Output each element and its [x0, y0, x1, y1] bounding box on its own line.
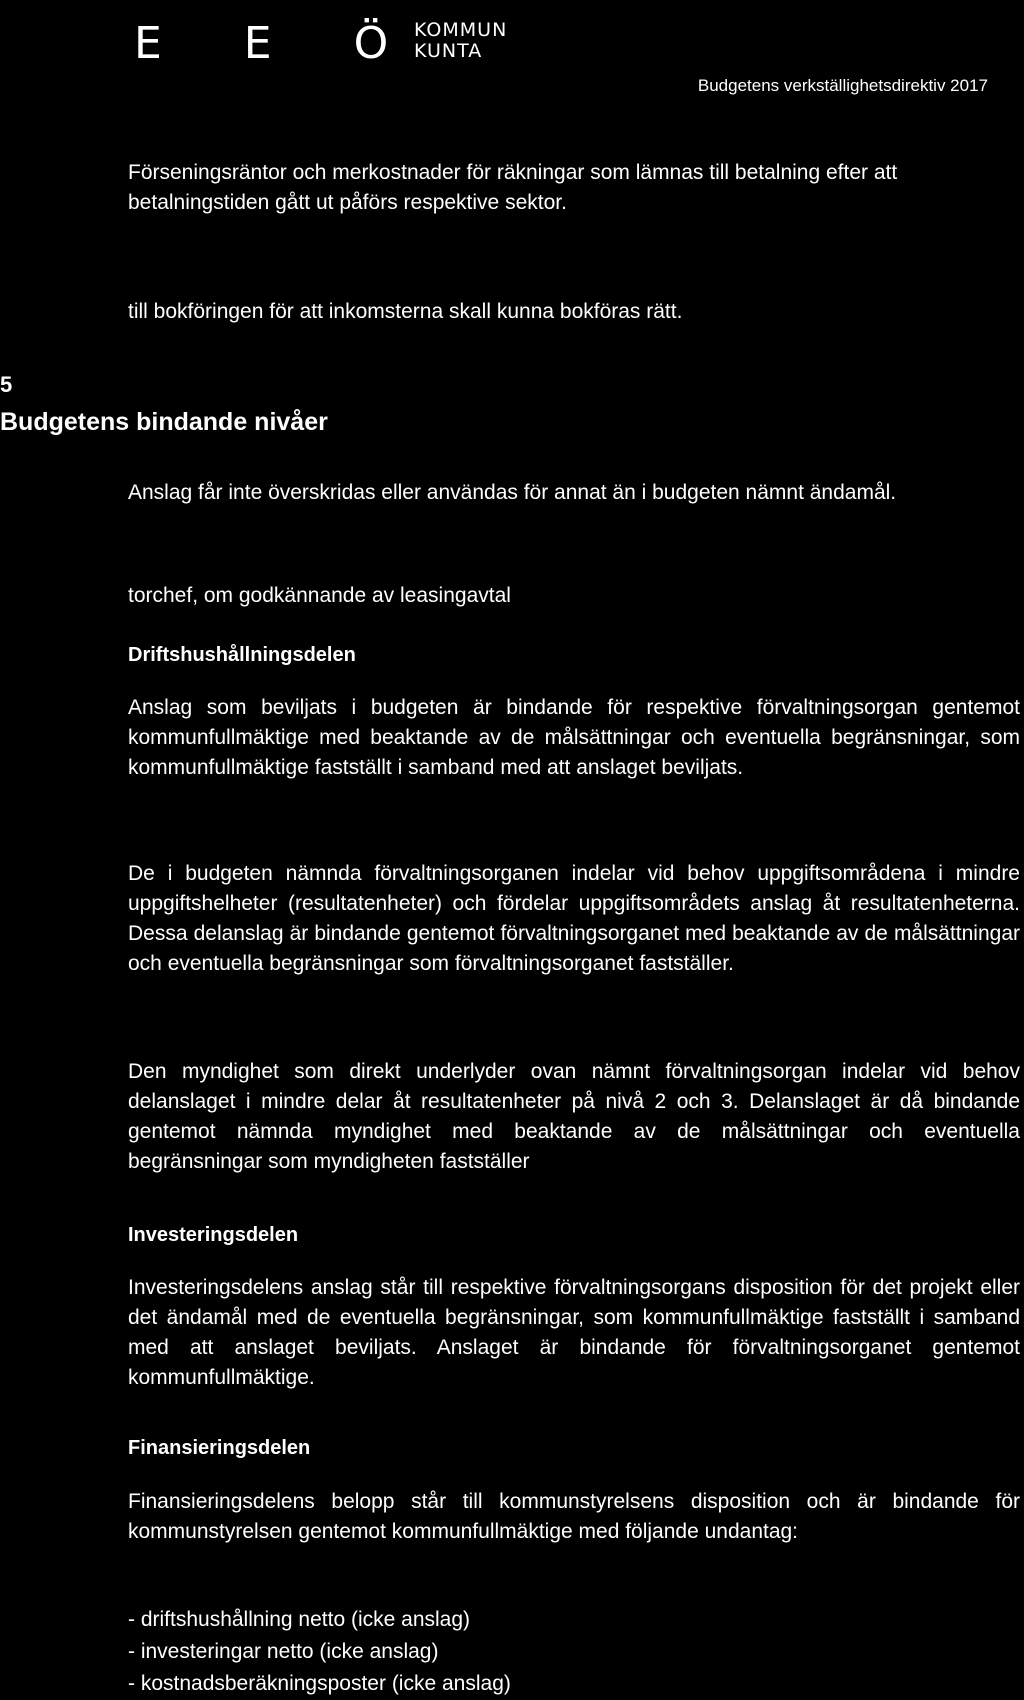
list-item: - kostnadsberäkningsposter (icke anslag): [128, 1672, 511, 1695]
section-number: 5: [0, 372, 13, 397]
paragraph-appropriation-rule: Anslag får inte överskridas eller användas för annat än i budgeten nämnt ändamål.: [128, 481, 897, 504]
paragraph-late-fees: Förseningsräntor och merkostnader för räkningar som lämnas till betalning efter att betalningstiden gått ut påförs respektive sektor.: [128, 161, 898, 214]
heading-investeringsdelen: Investeringsdelen: [128, 1224, 299, 1246]
logo-letters: E E Ö: [134, 18, 423, 69]
logo-name: [414, 20, 507, 62]
paragraph-drift-3: Den myndighet som direkt underlyder ovan nämnt förvaltningsorgan indelar vid behov delanslaget i mindre delar åt resultatenheter på nivå 2 och 3. Delanslaget är då bindande gentemot nämnda myndighet med beaktande av de målsättningar och eventuella begränsningar som myndigheten fastställer: [128, 1060, 1020, 1173]
paragraph-drift-2: De i budgeten nämnda förvaltningsorganen indelar vid behov uppgiftsområdena i mindre uppgiftshelheter (resultatenheter) och fördelar uppgiftsområdets anslag åt resultatenheterna. Dessa delanslag är bindande gentemot förvaltningsorganet med beaktande av de målsättningar och eventuella begränsningar som förvaltningsorganet fastställer.: [128, 862, 1020, 975]
logo-line-2: KUNTA: [414, 40, 483, 62]
paragraph-bookkeeping: till bokföringen för att inkomsterna skall kunna bokföras rätt.: [128, 300, 683, 323]
document-title: Budgetens verkställighetsdirektiv 2017: [697, 76, 988, 95]
paragraph-drift-1: Anslag som beviljats i budgeten är bindande för respektive förvaltningsorgan gentemot kommunfullmäktige med beaktande av de målsättningar och eventuella begränsningar, som kommunfullmäktige fastställt i samband med att anslaget beviljats.: [128, 696, 1020, 779]
paragraph-investering: Investeringsdelens anslag står till respektive förvaltningsorgans disposition för det projekt eller det ändamål med de eventuella begränsningar, som kommunfullmäktige fastställt i samband med att anslaget beviljats. Anslaget är bindande för förvaltningsorganet gentemot kommunfullmäktige.: [128, 1276, 1020, 1389]
list-item: - driftshushållning netto (icke anslag): [128, 1608, 471, 1631]
heading-driftshushallning: Driftshushållningsdelen: [128, 644, 356, 666]
heading-finansieringsdelen: Finansieringsdelen: [128, 1437, 311, 1459]
section-title: Budgetens bindande nivåer: [0, 408, 328, 436]
paragraph-leasing: torchef, om godkännande av leasingavtal: [128, 584, 511, 607]
paragraph-finansiering: Finansieringsdelens belopp står till kommunstyrelsens disposition och är bindande för kommunstyrelsen gentemot kommunfullmäktige med följande undantag:: [128, 1490, 1020, 1543]
exceptions-list: [128, 1604, 511, 1700]
list-item: - investeringar netto (icke anslag): [128, 1640, 439, 1663]
logo-line-1: KOMMUN: [414, 19, 508, 41]
